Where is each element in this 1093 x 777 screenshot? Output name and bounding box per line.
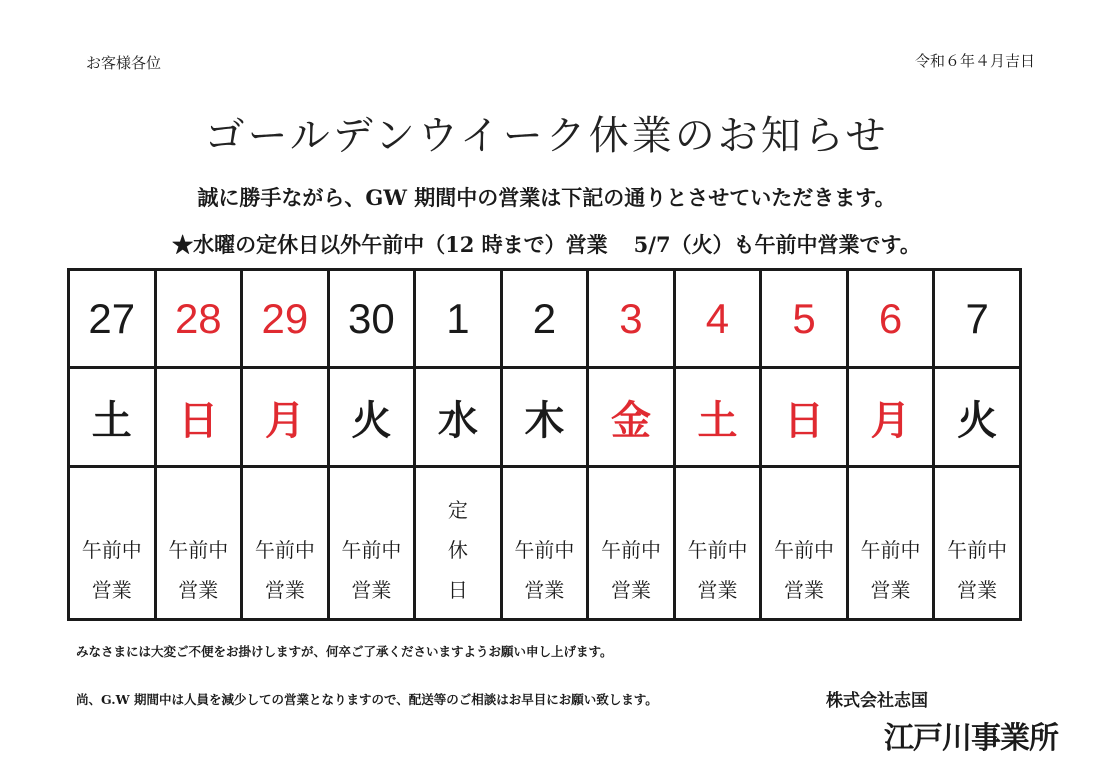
status-row — [69, 467, 1021, 620]
date-cell: 6 — [847, 270, 934, 368]
status-text: 休 — [447, 538, 468, 562]
branch-name: 江戸川事業所 — [884, 721, 1058, 756]
status-text: 営業 — [870, 578, 911, 602]
issue-date: 令和６年４月吉日 — [914, 52, 1035, 70]
notice-lead: 誠に勝手ながら、GW 期間中の営業は下記の通りとさせていただきます。 — [197, 185, 896, 210]
schedule-table — [67, 268, 1022, 621]
date-cell: 7 — [934, 270, 1021, 368]
apology-text: みなさまには大変ご不便をお掛けしますが、何卒ご了承くださいますようお願い申し上げます。 — [76, 644, 613, 659]
status-cell — [415, 467, 502, 620]
date-row — [69, 270, 1021, 368]
status-cell — [501, 467, 588, 620]
status-text: 午前中 — [341, 538, 402, 562]
status-cell — [674, 467, 761, 620]
status-cell — [155, 467, 242, 620]
status-cell — [761, 467, 848, 620]
status-text: 営業 — [524, 578, 565, 602]
date-cell: 3 — [588, 270, 675, 368]
weekday-cell: 木 — [501, 368, 588, 467]
notice-note — [0, 229, 1093, 259]
status-cell — [69, 467, 156, 620]
status-text: 営業 — [178, 578, 219, 602]
note-part-2: 5/7（火）も午前中営業です。 — [633, 232, 921, 257]
status-text: 午前中 — [81, 538, 142, 562]
status-text: 営業 — [784, 578, 825, 602]
weekday-cell: 金 — [588, 368, 675, 467]
status-text: 午前中 — [254, 538, 315, 562]
status-cell — [847, 467, 934, 620]
status-text: 定 — [447, 498, 468, 522]
weekday-cell: 月 — [242, 368, 329, 467]
status-text: 午前中 — [774, 538, 835, 562]
status-text: 営業 — [957, 578, 998, 602]
status-text: 営業 — [91, 578, 132, 602]
status-text: 営業 — [351, 578, 392, 602]
status-cell — [242, 467, 329, 620]
status-text: 午前中 — [687, 538, 748, 562]
weekday-cell: 月 — [847, 368, 934, 467]
date-cell: 29 — [242, 270, 329, 368]
status-cell — [934, 467, 1021, 620]
date-cell: 1 — [415, 270, 502, 368]
date-cell: 5 — [761, 270, 848, 368]
addressee: お客様各位 — [86, 54, 162, 72]
status-text: 午前中 — [514, 538, 575, 562]
delivery-note: 尚、G.W 期間中は人員を減少しての営業となりますので、配送等のご相談はお早目にお願い致します。 — [76, 692, 658, 707]
status-text: 午前中 — [860, 538, 921, 562]
status-text: 午前中 — [947, 538, 1008, 562]
status-text: 午前中 — [600, 538, 661, 562]
weekday-row — [69, 368, 1021, 467]
status-cell — [588, 467, 675, 620]
weekday-cell: 土 — [674, 368, 761, 467]
status-text: 午前中 — [168, 538, 229, 562]
date-cell: 4 — [674, 270, 761, 368]
status-text: 営業 — [610, 578, 651, 602]
weekday-cell: 火 — [934, 368, 1021, 467]
status-cell — [328, 467, 415, 620]
status-text: 営業 — [697, 578, 738, 602]
weekday-cell: 日 — [761, 368, 848, 467]
status-text: 日 — [447, 578, 468, 602]
note-part-1: ★水曜の定休日以外午前中（12 時まで）営業 — [172, 232, 608, 257]
status-text: 営業 — [264, 578, 305, 602]
weekday-cell: 火 — [328, 368, 415, 467]
notice-title: ゴールデンウイーク休業のお知らせ — [204, 113, 889, 159]
weekday-cell: 土 — [69, 368, 156, 467]
date-cell: 28 — [155, 270, 242, 368]
weekday-cell: 日 — [155, 368, 242, 467]
date-cell: 30 — [328, 270, 415, 368]
date-cell: 2 — [501, 270, 588, 368]
company-name: 株式会社志国 — [826, 691, 928, 711]
weekday-cell: 水 — [415, 368, 502, 467]
date-cell: 27 — [69, 270, 156, 368]
